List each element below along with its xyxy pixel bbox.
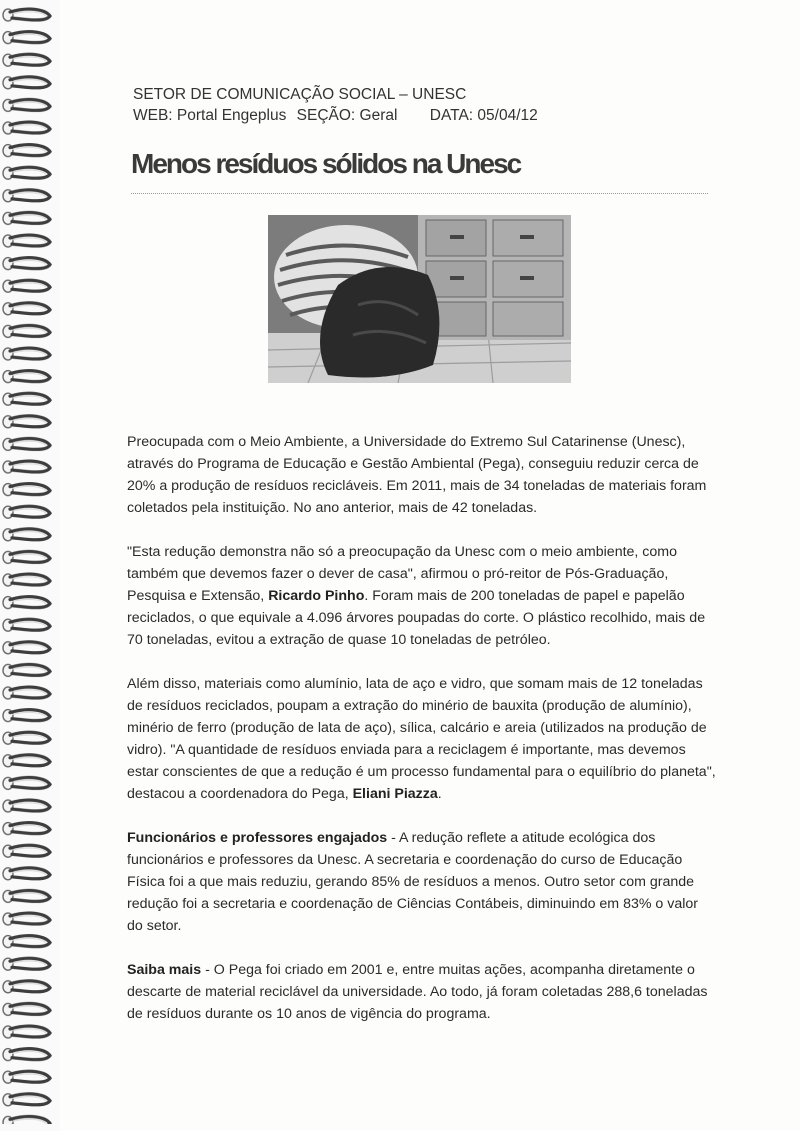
paragraph-5: Saiba mais - O Pega foi criado em 2001 e, entre muitas ações, acompanha diretamente o descarte de material reciclável da universidade. Ao todo, já foram coletadas 288,6 toneladas de resíduos durante os 10 anos de vigência do programa.	[127, 962, 708, 1022]
paragraph-2: "Esta redução demonstra não só a preocupação da Unesc com o meio ambiente, como também que devemos fazer o dever de casa", afirmou o pró-reitor de Pós-Graduação, Pesquisa e Extensão, Ricardo Pinho. Foram mais de 200 toneladas de papel e papelão reciclados, o que equivale a 4.096 árvores poupadas do corte. O plástico recolhido, mais de 70 toneladas, evitou a extração de quase 10 toneladas de petróleo.	[127, 544, 706, 648]
paragraph-1: Preocupada com o Meio Ambiente, a Universidade do Extremo Sul Catarinense (Unesc), através do Programa de Educação e Gestão Ambiental (Pega), conseguiu reduzir cerca de 20% a produção de resíduos recicláveis. Em 2011, mais de 34 toneladas de materiais foram coletados pela instituição. No ano anterior, mais de 42 toneladas.	[127, 434, 707, 516]
article-body	[127, 431, 717, 1047]
header-sector: SETOR DE COMUNICAÇÃO SOCIAL – UNESC	[133, 86, 467, 103]
spiral-binding	[0, 0, 60, 1131]
document-header	[133, 84, 544, 126]
person-name: Ricardo Pinho	[268, 588, 365, 604]
header-web: WEB: Portal Engeplus	[133, 107, 287, 124]
header-date: DATA: 05/04/12	[429, 107, 538, 124]
header-meta	[133, 105, 544, 126]
title-divider	[131, 193, 708, 194]
subheading: Saiba mais	[127, 962, 202, 978]
paragraph-3: Além disso, materiais como alumínio, lata de aço e vidro, que somam mais de 12 toneladas de resíduos reciclados, poupam a extração do minério de bauxita (produção de alumínio), minério de ferro (produção de lata de aço), sílica, calcário e areia (utilizados na produção de vidro). "A quantidade de resíduos enviada para a reciclagem é importante, mas devemos estar conscientes de que a redução é um processo fundamental para o equilíbrio do planeta", destacou a coordenadora do Pega, Eliani Piazza.	[127, 676, 716, 802]
subheading: Funcionários e professores engajados	[127, 830, 388, 846]
person-name: Eliani Piazza	[352, 786, 438, 802]
header-section: SEÇÃO: Geral	[296, 107, 398, 124]
article-photo	[268, 215, 571, 383]
article-title: Menos resíduos sólidos na Unesc	[131, 148, 521, 179]
paragraph-4: Funcionários e professores engajados - A redução reflete a atitude ecológica dos funcionários e professores da Unesc. A secretaria e coordenação do curso de Educação Física foi a que mais reduziu, gerando 85% de resíduos a menos. Outro setor com grande redução foi a secretaria e coordenação de Ciências Contábeis, diminuindo em 83% o valor do setor.	[127, 830, 698, 934]
